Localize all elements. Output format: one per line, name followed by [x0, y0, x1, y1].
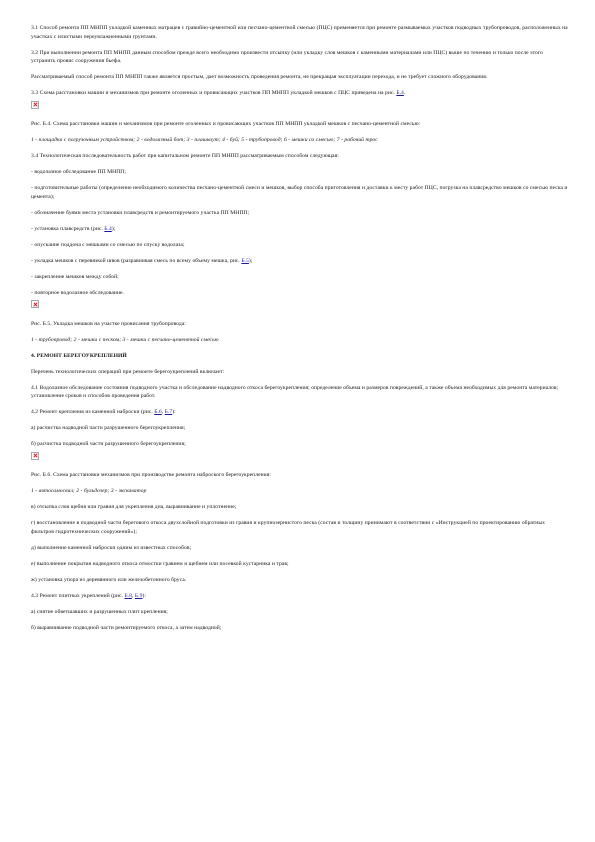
list-item: в) отсыпка слоя щебня или гравия для укрепления дна, выравнивание и уплотнение;	[31, 504, 237, 510]
list-item: - укладка мешков с перевязкой швов (разравнивая смесь по всему объему мешка, рис. Б.5);	[31, 257, 253, 264]
list-item: б) выравнивание подводной части ремонтируемого откоса, а затем надводной;	[31, 624, 222, 631]
list-item: г) восстановление в подводной части берегового откоса двухслойной подготовки из гравия и крупнозернистого песка (состав и толщину принимают в соответствии с «Инструкцией по проектированию обратных фильтров гидротехнических сооружений»);	[31, 520, 545, 535]
list-item: - закрепление мешков между собой;	[31, 273, 119, 280]
paragraph-4-1: 4.1 Водолазное обследование состояния подводного участка и обследование надводного откоса берегоукрепления; определение объема и размеров повреждений, а также объема необходимых для ремонта материалов; установление сроков и способов проведения работ.	[31, 384, 559, 399]
list-item: д) выполнение каменной наброски одним из известных способов;	[31, 544, 192, 551]
paragraph-intro: Перечень технологических операций при ремонте берегоукреплений включает:	[31, 368, 225, 375]
list-item: - опускание поддона с мешками со смесью по спуску водолаза;	[31, 241, 185, 248]
paragraph-3-1: 3.1 Способ ремонта ПП МНПП укладкой каменных матрацев с гравийно-цементной или песчано-цементной смесью (ПЦС) применяется при ремонте размываемых участков подводных трубопроводов, расположенных на участках с илистыми переувлажненными грунтами.	[31, 25, 568, 40]
figure-b6-image	[31, 449, 568, 472]
list-item: - повторное водолазное обследование.	[31, 289, 124, 296]
figure-link-b5[interactable]: Б.5	[241, 257, 249, 264]
broken-image-icon	[31, 300, 39, 308]
paragraph-3-3: 3.3 Схема расстановки машин и механизмов при ремонте оголенных и провисающих участков ПП МНПП укладкой мешков с ПЦС приведена на рис. Б.4.	[31, 90, 406, 96]
figure-b5-caption: Рис. Б.5. Укладка мешков на участке провисания трубопровода:	[31, 320, 186, 327]
figure-link-b8[interactable]: Б.8	[124, 592, 132, 599]
paragraph-3-2: 3.2 При выполнении ремонта ПП МНПП данным способом прежде всего необходимо произвести отсыпку (или укладку слоя мешков с каменными материалами или ПЦС) выше по течению и только после этого устранить провис сооружения бьефа.	[31, 49, 543, 64]
list-item: - обозначение буями места установки плавсредств и ремонтируемого участка ПП МНПП;	[31, 209, 250, 216]
figure-b6-caption: Рис. Б.6. Схема расстановки механизмов при производстве ремонта наброского берегоукрепления:	[31, 472, 271, 478]
broken-image-icon	[31, 452, 39, 460]
figure-b5-legend: 1 - трубопровод; 2 - мешки с песком; 3 - мешки с песчано-цементной смесью	[31, 336, 219, 343]
list-item: ж) установка упора из деревянного или железобетонного бруса.	[31, 576, 187, 583]
list-item: - водолазное обследование ПП МНПП;	[31, 169, 127, 175]
figure-link-b9[interactable]: Б.9	[134, 592, 143, 599]
figure-b4-caption: Рис. Б.4. Схема расстановки машин и механизмов при ремонте оголенных и провисающих участков ПП МНПП укладкой мешков с песчано-цементной смесью:	[31, 121, 421, 127]
figure-b4-image	[31, 98, 568, 121]
paragraph-4-2: 4.2 Ремонт крепления из каменной наброски (рис. Б.6, Б.7):	[31, 409, 176, 415]
figure-b6-legend: 1 - автосамосвал; 2 - бульдозер; 3 - экскаватор	[31, 488, 147, 494]
figure-link-b7[interactable]: Б.7	[164, 409, 173, 415]
list-item: - установка плавсредств (рис. Б.4);	[31, 225, 116, 232]
paragraph-3-4: 3.4 Технологическая последовательность работ при капитальном ремонте ПП МНПП рассматриваемым способом следующая:	[31, 153, 339, 159]
list-item: а) расчистка надводной части разрушенного берегоукрепления;	[31, 425, 186, 431]
list-item: б) расчистка подводной части разрушенного берегоукрепления;	[31, 441, 186, 447]
figure-link-b4[interactable]: Б.4	[396, 90, 404, 96]
list-item: а) снятие обветшавших и разрушенных плит крепления;	[31, 608, 168, 615]
document-body	[31, 24, 568, 632]
paragraph-method: Рассматриваемый способ ремонта ПП МНПП также является простым, дает возможность проведения ремонта, не прекращая эксплуатации перехода, и не требует сложного оборудования.	[31, 74, 488, 80]
figure-b5-image	[31, 297, 568, 320]
broken-image-icon	[31, 101, 39, 109]
figure-link-b4[interactable]: Б.4	[104, 225, 112, 232]
paragraph-4-3: 4.3 Ремонт плитных укреплений (рис. Б.8, Б.9):	[31, 592, 146, 599]
figure-b4-legend: 1 - площадка с погрузочным устройством; 2 - водолазный бот; 3 - плашкоут; 4 - буй; 5 - трубопровод; 6 - мешки со смесью; 7 - рабочий трос	[31, 137, 378, 143]
list-item: - подготовительные работы (определение необходимого количества песчано-цементной смеси и мешков, выбор способа приготовления и доставки к месту работ ПЦС, погрузка на плавсредство мешков со смесью песка и цемента);	[31, 185, 568, 200]
section-heading-4: 4. РЕМОНТ БЕРЕГОУКРЕПЛЕНИЙ	[31, 352, 127, 359]
list-item: е) выполнение покрытия надводного откоса отмостки гравием и щебнем или посевкой кустарника и трав;	[31, 560, 289, 567]
figure-link-b6[interactable]: Б.6	[154, 409, 162, 415]
